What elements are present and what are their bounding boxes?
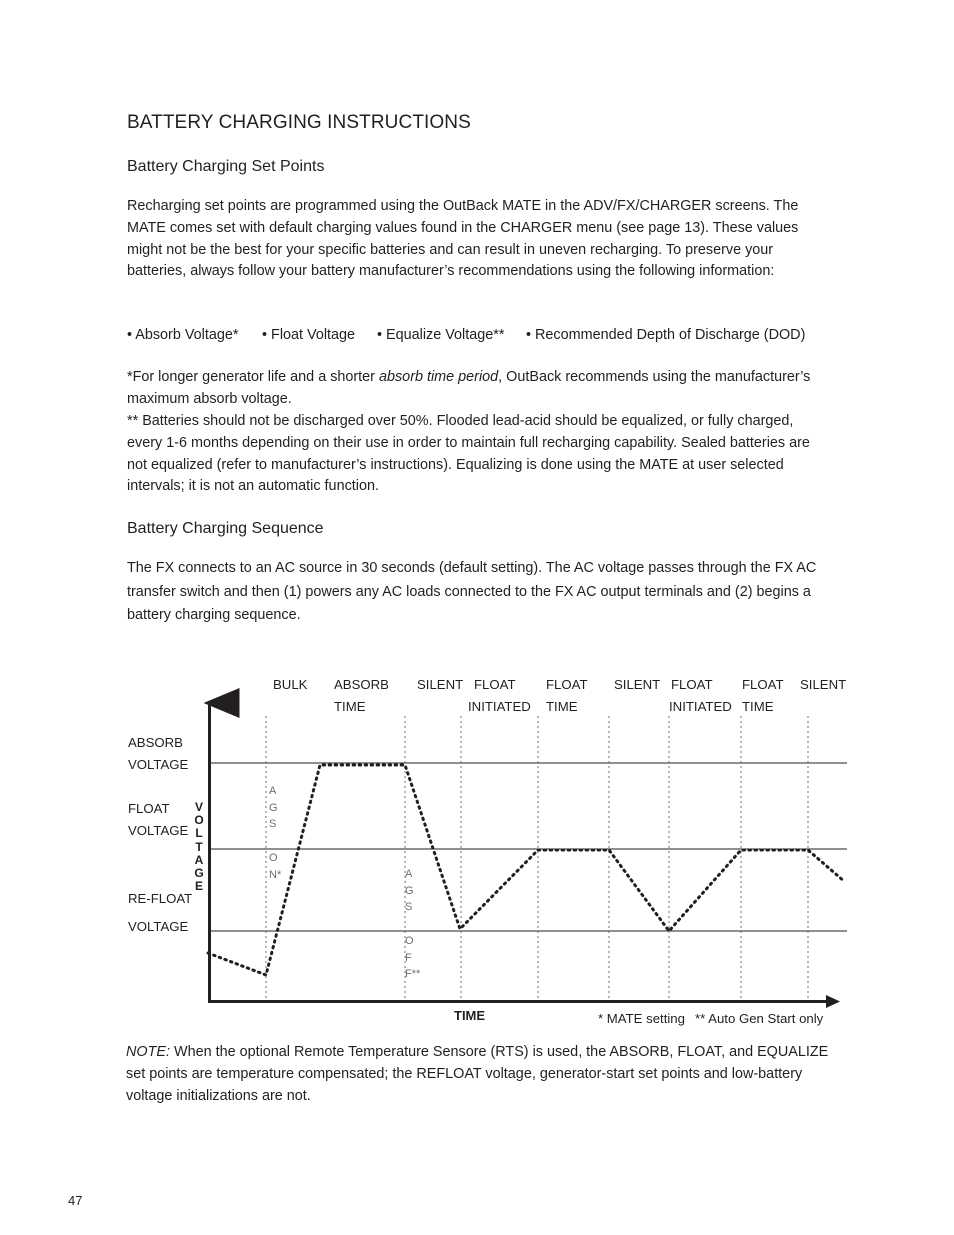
footnote-absorb-suffix: , OutBack recommends using the manufacturer’s maximum absorb voltage. <box>127 369 811 407</box>
y-axis-letter: T <box>195 839 203 854</box>
phase-label-silent <box>614 674 660 696</box>
phase-label-line: SILENT <box>614 677 661 692</box>
bullet-absorb-voltage: • Absorb Voltage* <box>127 327 239 343</box>
phase-label-line: TIME <box>334 698 366 714</box>
phase-label-line: ABSORB <box>334 677 389 692</box>
page-title: BATTERY CHARGING INSTRUCTIONS <box>127 112 471 133</box>
phase-label-line: SILENT <box>417 677 464 692</box>
phase-label-line: FLOAT <box>671 677 713 692</box>
phase-label-float-initiated <box>468 674 531 718</box>
level-label-line: RE-FLOAT <box>128 891 193 906</box>
set-points-paragraph: Recharging set points are programmed using the OutBack MATE in the ADV/FX/CHARGER screens. The MATE comes set with default charging values found in the CHARGER menu (see page 13). These values might not be the best for your specific batteries and can result in uneven recharging. To preserve your batteries, always follow your battery manufacturer’s recommendations using the following information: <box>127 198 799 280</box>
ags-off-annotation: A G S O F F** <box>405 868 421 981</box>
level-label-absorb <box>128 732 188 776</box>
phase-label-float-time <box>546 674 588 718</box>
note-label: NOTE: <box>126 1044 170 1060</box>
phase-label-silent <box>800 674 846 696</box>
bullet-equalize-voltage: • Equalize Voltage** <box>377 327 505 343</box>
level-label-line: VOLTAGE <box>128 822 189 838</box>
level-label-line: VOLTAGE <box>128 919 189 934</box>
footnote-absorb-italic: absorb time period <box>378 369 499 385</box>
chart-footnotes <box>598 1011 823 1026</box>
ags-on-annotation: A G S O N* <box>269 785 282 881</box>
voltage-trace <box>208 765 845 975</box>
phase-label-absorb-time <box>334 674 389 718</box>
sequence-paragraph: The FX connects to an AC source in 30 seconds (default setting). The AC voltage passes through the FX AC transfer switch and then (1) powers any AC loads connected to the FX AC output terminals and (2) begins a battery charging sequence. <box>127 560 817 623</box>
phase-label-line: INITIATED <box>669 698 732 714</box>
bullet-dod: • Recommended Depth of Discharge (DOD) <box>526 327 806 343</box>
y-axis-letter: O <box>194 813 204 828</box>
y-axis-letter: G <box>194 866 204 881</box>
phase-label-line: FLOAT <box>546 677 588 692</box>
y-axis-label <box>194 801 204 893</box>
phase-label-line: INITIATED <box>468 698 531 714</box>
phase-label-line: SILENT <box>800 677 847 692</box>
level-label-float <box>128 798 188 842</box>
level-label-line: VOLTAGE <box>128 756 189 772</box>
y-axis-letter: L <box>195 826 203 841</box>
page-number: 47 <box>68 1193 83 1208</box>
phase-label-float-time <box>742 674 784 718</box>
phase-label-line: BULK <box>273 677 308 692</box>
phase-label-silent <box>417 674 463 696</box>
phase-label-line: FLOAT <box>474 677 516 692</box>
x-axis-arrowhead <box>826 995 840 1008</box>
level-label-refloat <box>128 885 192 941</box>
y-axis-letter: V <box>194 800 203 814</box>
footnote-mate-setting: * MATE setting <box>598 1011 685 1026</box>
y-axis-letter: E <box>194 879 203 894</box>
footnote-discharge: ** Batteries should not be discharged over 50%. Flooded lead-acid should be equalized, or fully charged, every 1-6 months depending on their use in order to maintain full recharging capability. Sealed batteries are not equalized (refer to manufacturer’s instructions). Equalizing is done using the MATE at user selected intervals; it is not an automatic function. <box>127 413 810 495</box>
level-label-line: FLOAT <box>128 801 170 816</box>
note-paragraph <box>126 1042 831 1107</box>
set-points-heading: Battery Charging Set Points <box>127 158 325 175</box>
x-axis-label: TIME <box>454 1008 486 1023</box>
y-axis-letter: A <box>194 852 204 867</box>
phase-label-float-initiated <box>671 674 732 718</box>
footnote-absorb-prefix: *For longer generator life and a shorter <box>127 369 379 385</box>
phase-label-line: TIME <box>546 698 578 714</box>
note-text: When the optional Remote Temperature Sensore (RTS) is used, the ABSORB, FLOAT, and EQUALIZE set points are temperature compensated; the REFLOAT voltage, generator-start set points and low-battery voltage initializations are not. <box>126 1044 829 1104</box>
phase-label-line: TIME <box>742 698 774 714</box>
bullet-float-voltage: • Float Voltage <box>262 327 356 343</box>
phase-label-line: FLOAT <box>742 677 784 692</box>
level-label-line: ABSORB <box>128 735 183 750</box>
phase-label-bulk <box>273 674 307 696</box>
sequence-heading: Battery Charging Sequence <box>127 520 324 537</box>
footnote-ags-only: ** Auto Gen Start only <box>694 1011 824 1026</box>
